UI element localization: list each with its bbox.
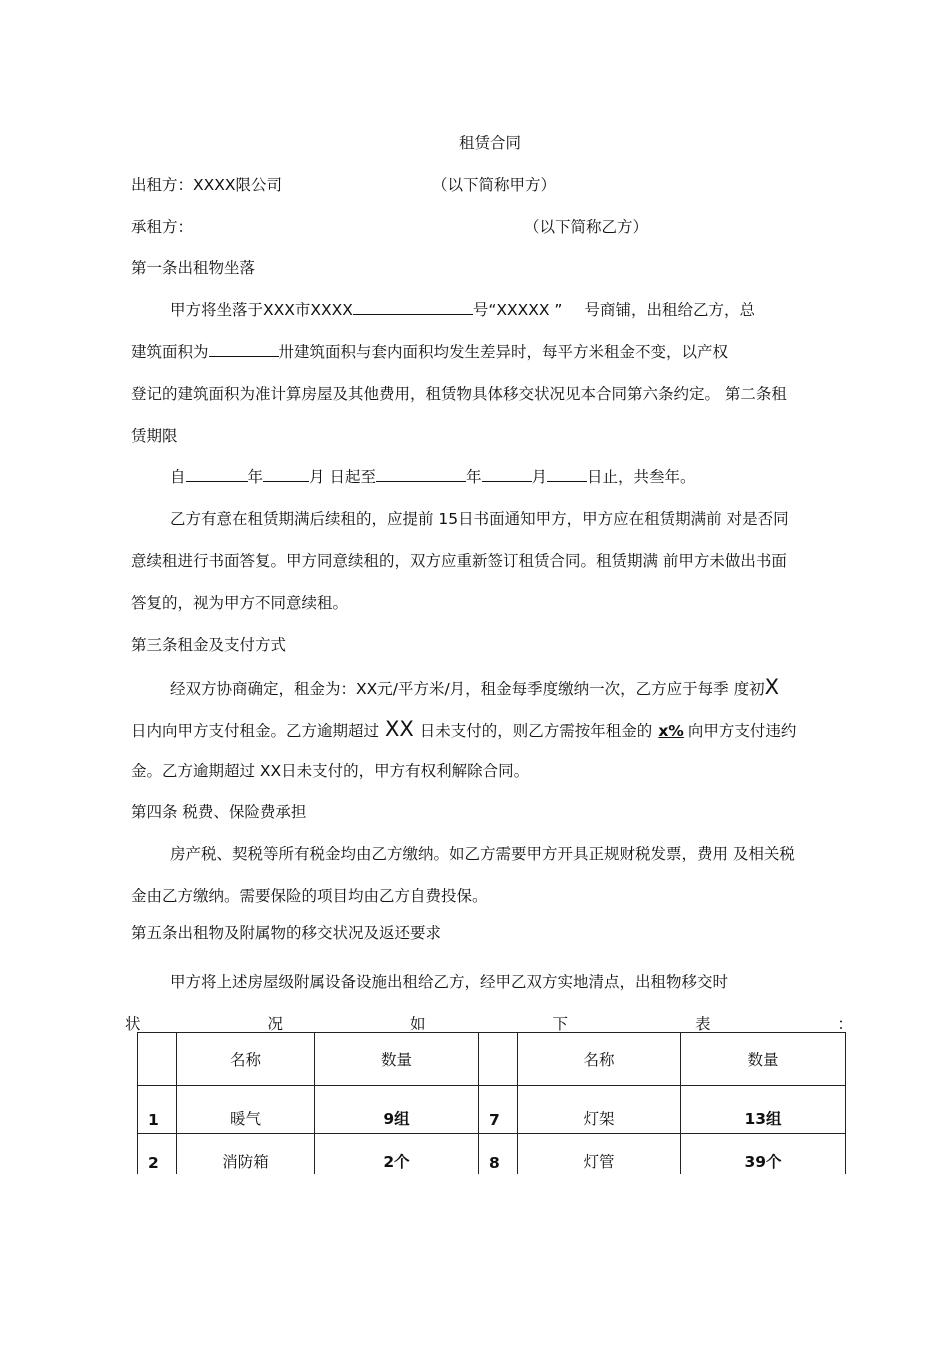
term-month-2: 月 <box>531 468 548 486</box>
spread-char: ： <box>837 1015 853 1033</box>
table-cell: 2个 <box>315 1134 479 1175</box>
table-header-cell: 数量 <box>681 1033 846 1086</box>
renewal-line-3: 答复的，视为甲方不同意续租。 <box>131 594 349 612</box>
table-cell: 1 <box>138 1086 177 1134</box>
rent-text-2c: 向甲方支付违约 <box>687 722 797 740</box>
tax-line-1: 房产税、契税等所有税金均由乙方缴纳。如乙方需要甲方开具正规财税发票，费用 及相关税 <box>170 845 795 863</box>
start-year-blank <box>186 467 248 482</box>
table-cell: 8 <box>479 1134 518 1175</box>
rent-text-1: 经双方协商确定，租金为：XX元/平方米/月，租金每季度缴纳一次，乙方应于每季 度初 <box>170 680 765 698</box>
table-cell: 消防箱 <box>177 1134 315 1175</box>
table-cell: 2 <box>138 1134 177 1175</box>
end-day-blank <box>547 467 587 482</box>
end-month-blank <box>482 467 532 482</box>
table-row <box>138 1134 846 1175</box>
term-from: 自 <box>170 468 186 486</box>
rent-text-2a: 日内向甲方支付租金。乙方逾期超过 <box>131 722 380 740</box>
document-title: 租赁合同 <box>458 134 521 152</box>
table-header-cell: 名称 <box>177 1033 315 1086</box>
rent-line-3: 金。乙方逾期超过 XX日未支付的，甲方有权利解除合同。 <box>131 762 530 780</box>
lessor-line <box>131 175 282 195</box>
term-end: 日止，共叁年。 <box>587 468 696 486</box>
article-5-heading: 第五条出租物及附属物的移交状况及返还要求 <box>131 924 442 942</box>
renewal-line-1: 乙方有意在租赁期满后续租的，应提前 15日书面通知甲方，甲方应在租赁期满前 对是否同 <box>170 510 789 528</box>
term-year-2: 年 <box>465 468 482 486</box>
table-cell: 灯管 <box>518 1134 681 1175</box>
table-cell: 9组 <box>315 1086 479 1134</box>
table-cell: 13组 <box>681 1086 846 1134</box>
table-header-cell: 名称 <box>518 1033 681 1086</box>
lessee-label: 承租方： <box>131 218 194 236</box>
lease-term-line <box>170 467 696 487</box>
address-blank <box>353 300 473 315</box>
article-2-heading-tail: 赁期限 <box>131 427 178 445</box>
handover-items-table <box>137 1032 846 1174</box>
spread-char: 表 <box>694 1015 711 1033</box>
article-1-line-1 <box>170 300 755 320</box>
start-month-blank <box>263 467 309 482</box>
spread-char: 下 <box>552 1015 568 1033</box>
area-blank <box>209 342 279 357</box>
term-month: 月 <box>309 468 325 486</box>
art1-text-c: 号商铺，出租给乙方，总 <box>584 301 755 319</box>
rent-line-1 <box>170 677 779 699</box>
spread-char: 况 <box>267 1015 283 1033</box>
handover-line-2 <box>125 1014 853 1034</box>
handover-line-1: 甲方将上述房屋级附属设备设施出租给乙方，经甲乙双方实地清点，出租物移交时 <box>170 973 729 991</box>
lessor-label: 出租方： <box>131 176 194 194</box>
spread-char: 状 <box>125 1015 141 1033</box>
term-day-start: 日起至 <box>324 468 376 486</box>
tax-line-2: 金由乙方缴纳。需要保险的项目均由乙方自费投保。 <box>131 887 488 905</box>
article-4-heading: 第四条 税费、保险费承担 <box>131 803 307 821</box>
table-row <box>138 1086 846 1134</box>
table-cell: 灯架 <box>518 1086 681 1134</box>
rent-days-x: X <box>764 675 780 699</box>
table-cell: 暖气 <box>177 1086 315 1134</box>
article-1-line-3: 登记的建筑面积为准计算房屋及其他费用，租赁物具体移交状况见本合同第六条约定。 第二条租 <box>131 385 787 403</box>
term-year: 年 <box>247 468 264 486</box>
rent-text-2b: 日未支付的，则乙方需按年租金的 <box>419 722 653 740</box>
rent-line-2 <box>131 719 796 741</box>
table-cell: 7 <box>479 1086 518 1134</box>
table-header-cell <box>479 1033 518 1086</box>
renewal-line-2: 意续租进行书面答复。甲方同意续租的，双方应重新签订租赁合同。租赁期满 前甲方未做出书面 <box>131 552 787 570</box>
rent-overdue-xx: XX <box>385 717 414 741</box>
spread-char: 如 <box>409 1015 426 1033</box>
table-header-cell <box>138 1033 177 1086</box>
art1-area-label: 建筑面积为 <box>131 343 209 361</box>
article-1-line-2 <box>131 342 728 362</box>
article-3-heading: 第三条租金及支付方式 <box>131 636 287 654</box>
end-year-blank <box>376 467 466 482</box>
lessor-alias: （以下简称甲方） <box>432 176 557 194</box>
table-header-row <box>138 1033 846 1086</box>
art1-text-b: 号“XXXXX ” <box>472 301 563 319</box>
art1-text-a: 甲方将坐落于XXX市XXXX <box>170 301 353 319</box>
penalty-percent: x% <box>658 722 684 740</box>
art1-area-text: 卅建筑面积与套内面积均发生差异时，每平方米租金不变，以产权 <box>278 343 729 361</box>
article-1-heading: 第一条出租物坐落 <box>131 259 256 277</box>
table-header-cell: 数量 <box>315 1033 479 1086</box>
lessor-name: XXXX限公司 <box>193 176 282 194</box>
lessee-alias: （以下简称乙方） <box>524 218 649 236</box>
table-cell: 39个 <box>681 1134 846 1175</box>
